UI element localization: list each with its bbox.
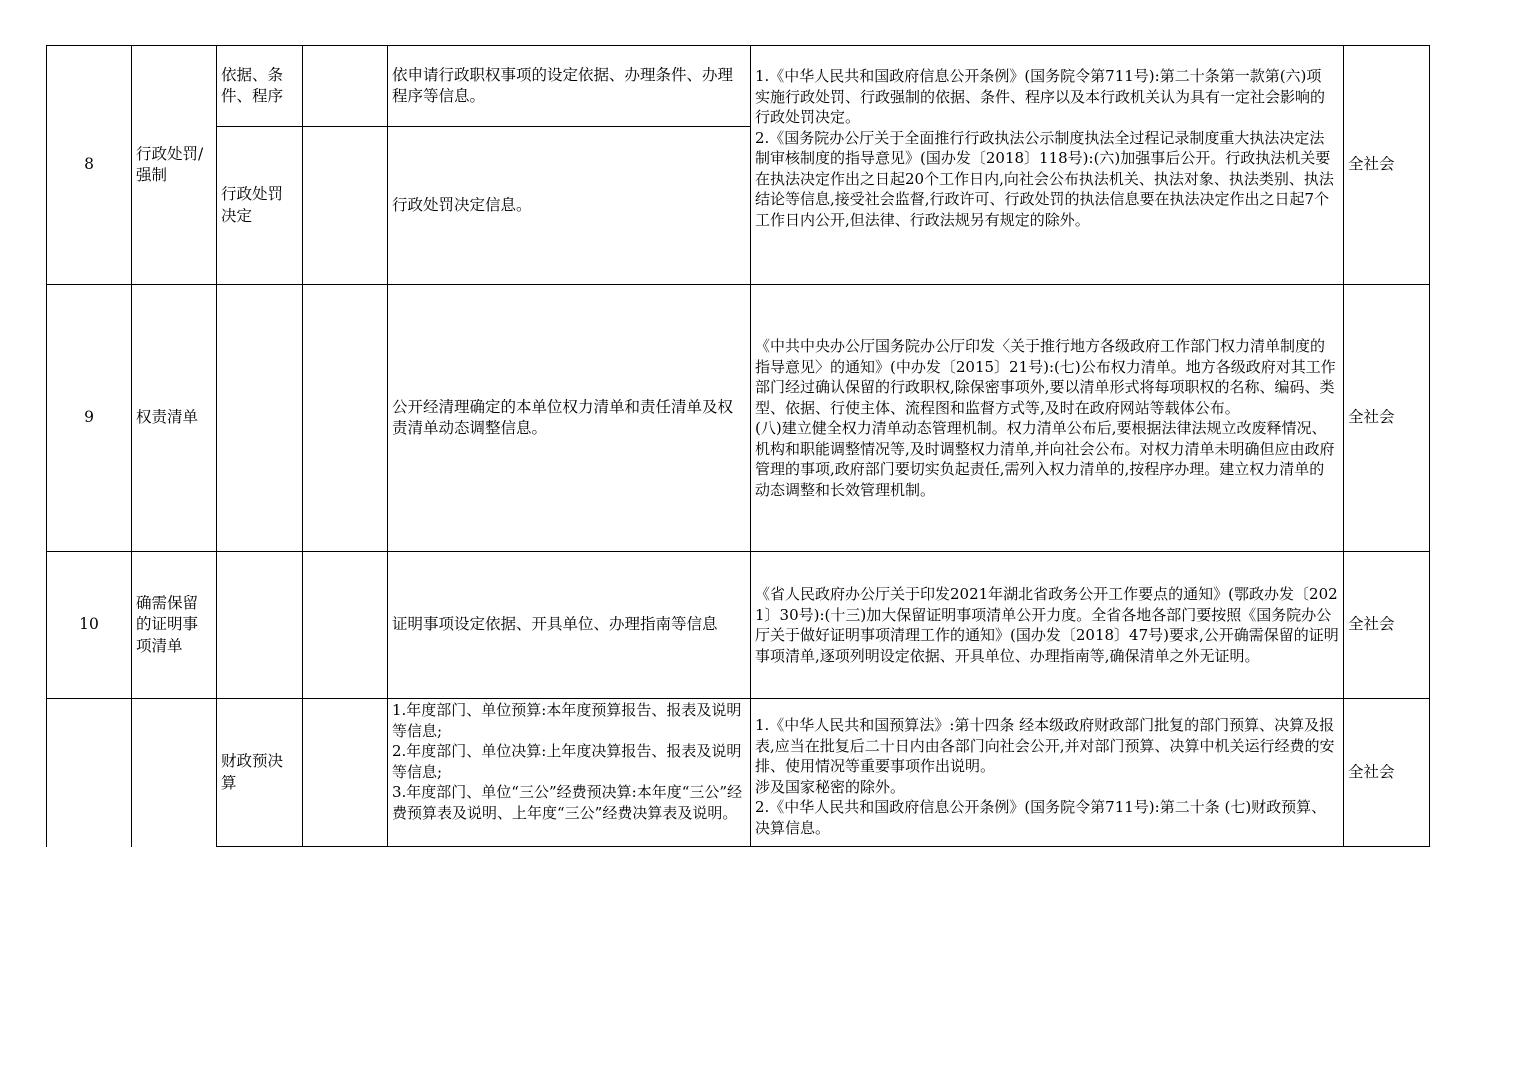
row-9-scope: 全社会 xyxy=(1343,284,1430,552)
row-10-content: 证明事项设定依据、开具单位、办理指南等信息 xyxy=(387,551,751,699)
row-8-content-basis: 依申请行政职权事项的设定依据、办理条件、办理程序等信息。 xyxy=(387,45,751,127)
row-9-empty-a xyxy=(216,284,303,552)
row-10-empty-b xyxy=(302,551,388,699)
row-11-scope: 全社会 xyxy=(1343,698,1430,847)
row-9-content: 公开经清理确定的本单位权力清单和责任清单及权责清单动态调整信息。 xyxy=(387,284,751,552)
row-11-sub: 财政预决算 xyxy=(216,698,303,847)
row-10-legal-basis: 《省人民政府办公厅关于印发2021年湖北省政务公开工作要点的通知》(鄂政办发〔2021〕30号):(十三)加大保留证明事项清单公开力度。全省各地各部门要按照《国务院办公厅关于做好证明事项清理工作的通知》(国办发〔2018〕47号)要求,公开确需保留的证明事项清单,逐项列明设定依据、开具单位、办理指南等,确保清单之外无证明。 xyxy=(750,551,1344,699)
row-8-category: 行政处罚/强制 xyxy=(131,45,217,285)
row-11-number xyxy=(46,698,132,847)
row-8-number: 8 xyxy=(46,45,132,285)
row-11-content: 1.年度部门、单位预算:本年度预算报告、报表及说明等信息; 2.年度部门、单位决算:上年度决算报告、报表及说明等信息; 3.年度部门、单位“三公”经费预决算:本年度“三公”经费预算表及说明、上年度“三公”经费决算表及说明。 xyxy=(387,698,751,847)
row-9-category: 权责清单 xyxy=(131,284,217,552)
row-9-empty-b xyxy=(302,284,388,552)
row-11-empty xyxy=(302,698,388,847)
row-10-scope: 全社会 xyxy=(1343,551,1430,699)
row-8-scope: 全社会 xyxy=(1343,45,1430,285)
row-10-number: 10 xyxy=(46,551,132,699)
row-8-empty-b xyxy=(302,126,388,285)
row-8-sub-basis: 依据、条件、程序 xyxy=(216,45,303,127)
row-10-empty-a xyxy=(216,551,303,699)
row-8-sub-decision: 行政处罚决定 xyxy=(216,126,303,285)
row-9-legal-basis: 《中共中央办公厅国务院办公厅印发〈关于推行地方各级政府工作部门权力清单制度的指导意见〉的通知》(中办发〔2015〕21号):(七)公布权力清单。地方各级政府对其工作部门经过确认保留的行政职权,除保密事项外,要以清单形式将每项职权的名称、编码、类型、依据、行使主体、流程图和监督方式等,及时在政府网站等载体公布。 (八)建立健全权力清单动态管理机制。权力清单公布后,要根据法律法规立改废释情况、机构和职能调整情况等,及时调整权力清单,并向社会公布。对权力清单未明确但应由政府管理的事项,政府部门要切实负起责任,需列入权力清单的,按程序办理。建立权力清单的动态调整和长效管理机制。 xyxy=(750,284,1344,552)
row-8-legal-basis: 1.《中华人民共和国政府信息公开条例》(国务院令第711号):第二十条第一款第(六)项 实施行政处罚、行政强制的依据、条件、程序以及本行政机关认为具有一定社会影响的行政处罚决定。 2.《国务院办公厅关于全面推行行政执法公示制度执法全过程记录制度重大执法决定法制审核制度的指导意见》(国办发〔2018〕118号):(六)加强事后公开。行政执法机关要在执法决定作出之日起20个工作日内,向社会公布执法机关、执法对象、执法类别、执法结论等信息,接受社会监督,行政许可、行政处罚的执法信息要在执法决定作出之日起7个工作日内公开,但法律、行政法规另有规定的除外。 xyxy=(750,45,1344,285)
row-8-empty-a xyxy=(302,45,388,127)
row-10-category: 确需保留的证明事项清单 xyxy=(131,551,217,699)
row-11-category xyxy=(131,698,217,847)
row-8-content-decision: 行政处罚决定信息。 xyxy=(387,126,751,285)
row-11-legal-basis: 1.《中华人民共和国预算法》:第十四条 经本级政府财政部门批复的部门预算、决算及报表,应当在批复后二十日内由各部门向社会公开,并对部门预算、决算中机关运行经费的安排、使用情况等重要事项作出说明。 涉及国家秘密的除外。 2.《中华人民共和国政府信息公开条例》(国务院令第711号):第二十条 (七)财政预算、决算信息。 xyxy=(750,698,1344,847)
row-9-number: 9 xyxy=(46,284,132,552)
